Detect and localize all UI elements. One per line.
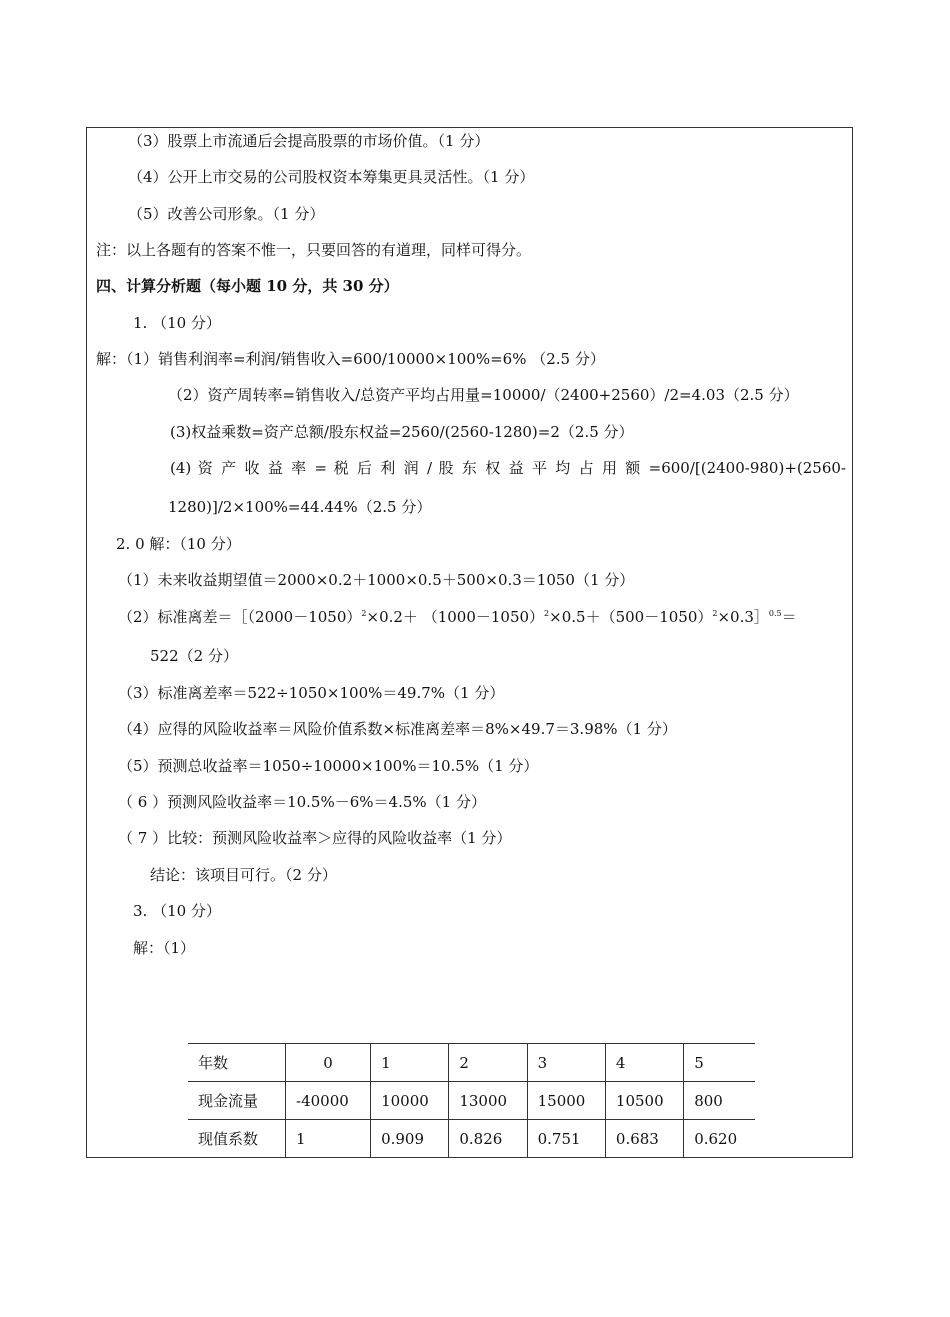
table-cell: 3 [527, 1044, 605, 1082]
table-cell: 10500 [605, 1082, 683, 1120]
table-cell: 10000 [371, 1082, 449, 1120]
question-3-heading: 3. （10 分） [133, 902, 221, 920]
question-1-step-4: (4) 资 产 收 益 率 = 税 后 利 润 / 股 东 权 益 平 均 占 用 额 =600/[(2400-980)+(2560- [170, 459, 846, 477]
question-1-step-1: 解：（1）销售利润率=利润/销售收入=600/10000×100%=6% （2.5 分） [96, 350, 605, 368]
table-cell: 年数 [188, 1044, 286, 1082]
question-2-conclusion: 结论：该项目可行。（2 分） [150, 866, 337, 884]
question-2-step-2: （2）标准离差$=[(2000-1050)^2\times 0.2+$ $(1000-1050)^2\times 0.5+(500-1050)^2\times 0.3]^{0.5}=$ [118, 608, 797, 626]
question-2-step-3: （3）标准离差率＝522÷1050×100%＝49.7%（1 分） [118, 684, 505, 702]
table-cell: 现金流量 [188, 1082, 286, 1120]
table-cell: 现值系数 [188, 1120, 286, 1158]
table-cell: 0.620 [684, 1120, 755, 1158]
table-row [188, 1120, 755, 1158]
question-2-step-6: （ 6 ）预测风险收益率＝10.5%－6%＝4.5%（1 分） [118, 793, 486, 811]
table-cell: 15000 [527, 1082, 605, 1120]
answer-item-4: （4）公开上市交易的公司股权资本筹集更具灵活性。（1 分） [128, 168, 535, 186]
table-cell: 0.683 [605, 1120, 683, 1158]
question-1-step-2: （2）资产周转率=销售收入/总资产平均占用量=10000/（2400+2560）/2=4.03（2.5 分） [168, 386, 799, 404]
table-row [188, 1044, 755, 1082]
table-cell: 13000 [449, 1082, 527, 1120]
table-cell: 1 [371, 1044, 449, 1082]
table-cell: 5 [684, 1044, 755, 1082]
cash-flow-table [188, 1043, 755, 1158]
question-2-heading: 2. 0 解：（10 分） [116, 535, 241, 553]
table-cell: 0.909 [371, 1120, 449, 1158]
question-2-step-5: （5）预测总收益率＝1050÷10000×100%＝10.5%（1 分） [118, 757, 539, 775]
question-3-step-1: 解：（1） [133, 939, 196, 957]
table-row [188, 1082, 755, 1120]
table-cell: 2 [449, 1044, 527, 1082]
table-cell: 0 [286, 1044, 371, 1082]
answer-item-3: （3）股票上市流通后会提高股票的市场价值。（1 分） [128, 132, 490, 150]
note-text: 注：以上各题有的答案不惟一，只要回答的有道理，同样可得分。 [96, 241, 532, 259]
question-2-step-7: （ 7 ）比较：预测风险收益率＞应得的风险收益率（1 分） [118, 829, 512, 847]
table-cell: 0.751 [527, 1120, 605, 1158]
question-2-step-2-continued: 522（2 分） [150, 647, 238, 665]
question-1-heading: 1. （10 分） [133, 314, 221, 332]
question-2-step-1: （1）未来收益期望值＝2000×0.2＋1000×0.5＋500×0.3＝1050（1 分） [118, 571, 635, 589]
answer-item-5: （5）改善公司形象。（1 分） [128, 205, 325, 223]
table-cell: -40000 [286, 1082, 371, 1120]
question-1-step-3: (3)权益乘数=资产总额/股东权益=2560/(2560-1280)=2（2.5 分） [170, 423, 634, 441]
table-cell: 800 [684, 1082, 755, 1120]
table-cell: 4 [605, 1044, 683, 1082]
table-cell: 0.826 [449, 1120, 527, 1158]
table-cell: 1 [286, 1120, 371, 1158]
section-title: 四、计算分析题（每小题 10 分，共 30 分） [96, 277, 399, 295]
question-1-step-4-continued: 1280)]/2×100%=44.44%（2.5 分） [168, 498, 432, 516]
question-2-step-4: （4）应得的风险收益率＝风险价值系数×标准离差率＝8%×49.7＝3.98%（1 分） [118, 720, 677, 738]
